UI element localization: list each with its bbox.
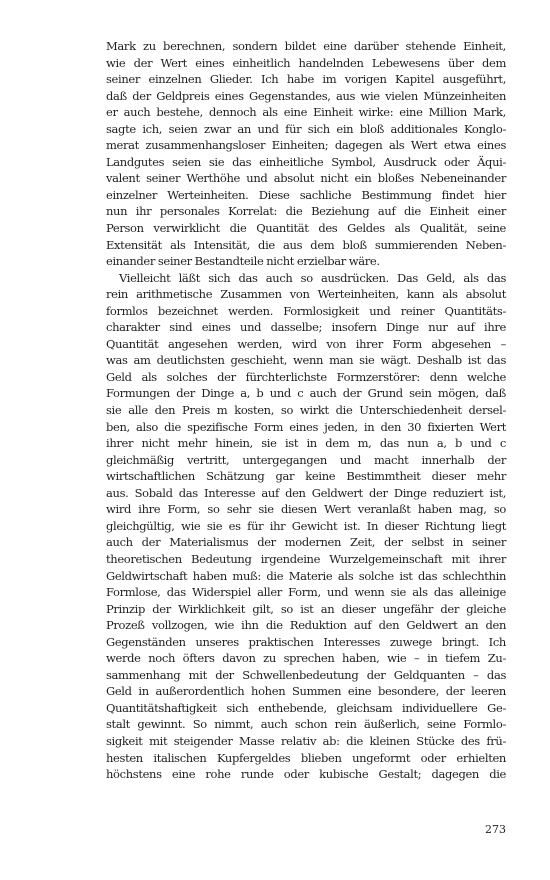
text-line: sigkeit mit steigender Masse relativ ab: die kleinen Stücke des frü- [106, 733, 506, 748]
text-line: sie alle den Preis m kosten, so wirkt die Unterschiedenheit dersel- [106, 403, 506, 418]
text-line: valent seiner Werthöhe und absolut nicht ein bloßes Nebeneinander [106, 171, 506, 186]
text-line: hesten italischen Kupfergeldes blieben ungeformt oder erhielten [106, 750, 506, 765]
text-line: Quantitätshaftigkeit sich enthebende, gleichsam individuellere Ge- [106, 700, 506, 715]
text-line: Geld als solches der fürchterlichste Formzerstörer: denn welche [106, 369, 506, 384]
text-line: Geld in außerordentlich hohen Summen eine besondere, der leeren [106, 684, 506, 699]
text-line: wirtschaftlichen Schätzung gar keine Bestimmtheit dieser mehr [106, 469, 506, 484]
text-line: daß der Geldpreis eines Gegenstandes, aus wie vielen Münzeinheiten [106, 88, 506, 103]
text-line: gleichgültig, wie sie es für ihr Gewicht ist. In dieser Richtung liegt [106, 518, 506, 533]
text-line: auch der Materialismus der modernen Zeit, der selbst in seiner [106, 535, 506, 550]
text-line: einzelner Werteinheiten. Diese sachliche Bestimmung findet hier [106, 187, 506, 202]
text-line: Gegenständen unseres praktischen Interesses zuwege bringt. Ich [106, 634, 506, 649]
text-line: ihrer nicht mehr hinein, sie ist in dem m, das nun a, b und c [106, 436, 506, 451]
text-line: rein arithmetische Zusammen von Werteinheiten, kann als absolut [106, 287, 506, 302]
text-line: Formlose, das Widerspiel aller Form, und wenn sie als das alleinige [106, 585, 506, 600]
text-line: Prinzip der Wirklichkeit gilt, so ist an dieser ungefähr der gleiche [106, 601, 506, 616]
text-line: sagte ich, seien zwar an und für sich ein bloß additionales Konglo- [106, 121, 506, 136]
text-line: wird ihre Form, so sehr sie diesen Wert veranlaßt haben mag, so [106, 502, 506, 517]
text-line: Landgutes seien sie das einheitliche Symbol, Ausdruck oder Äqui- [106, 154, 506, 169]
text-line: was am deutlichsten geschieht, wenn man sie wägt. Deshalb ist das [106, 353, 506, 368]
text-line: Prozeß vollzogen, wie ihn die Reduktion auf den Geldwert an den [106, 618, 506, 633]
text-line: Quantität angesehen werden, wird von ihrer Form abgesehen – [106, 336, 506, 351]
text-line: er auch bestehe, dennoch als eine Einheit wirke: eine Million Mark, [106, 105, 506, 120]
text-line: seiner einzelnen Glieder. Ich habe im vorigen Kapitel ausgeführt, [106, 72, 506, 87]
text-line: charakter sind eines und dasselbe; insofern Dinge nur auf ihre [106, 320, 506, 335]
text-line: nun ihr personales Korrelat: die Beziehung auf die Einheit einer [106, 204, 506, 219]
text-line: Vielleicht läßt sich das auch so ausdrücken. Das Geld, als das [119, 270, 506, 285]
text-line: Geldwirtschaft haben muß: die Materie als solche ist das schlechthin [106, 568, 506, 583]
text-line: stalt gewinnt. So nimmt, auch schon rein äußerlich, seine Formlo- [106, 717, 506, 732]
text-line: höchstens eine rohe runde oder kubische Gestalt; dagegen die [106, 767, 506, 782]
text-line: einander seiner Bestandteile nicht erzielbar wäre. [106, 254, 380, 269]
text-line: ben, also die spezifische Form eines jeden, in den 30 fixierten Wert [106, 419, 506, 434]
text-line: merat zusammenhangsloser Einheiten; dagegen als Wert etwa eines [106, 138, 506, 153]
text-line: sammenhang mit der Schwellenbedeutung der Geldquanten – das [106, 667, 506, 682]
text-line: formlos bezeichnet werden. Formlosigkeit und reiner Quantitäts- [106, 303, 506, 318]
text-line: Mark zu berechnen, sondern bildet eine darüber stehende Einheit, [106, 39, 506, 53]
text-line: Extensität als Intensität, die aus dem bloß summierenden Neben- [106, 237, 506, 252]
text-line: gleichmäßig vertritt, untergegangen und macht innerhalb der [106, 452, 506, 467]
text-line: Person verwirklicht die Quantität des Geldes als Qualität, seine [106, 221, 506, 236]
text-line: Formungen der Dinge a, b und c auch der Grund sein mögen, daß [106, 386, 506, 401]
text-line: aus. Sobald das Interesse auf den Geldwert der Dinge reduziert ist, [106, 485, 506, 500]
text-line: theoretischen Bedeutung irgendeine Wurzelgemeinschaft mit ihrer [106, 551, 506, 566]
body-text [106, 38, 506, 783]
text-line: wie der Wert eines einheitlich handelnden Lebewesens über dem [106, 55, 506, 70]
text-line: werde noch öfters davon zu sprechen haben, wie – in tiefem Zu- [106, 651, 506, 666]
page-number: 273 [485, 823, 506, 836]
